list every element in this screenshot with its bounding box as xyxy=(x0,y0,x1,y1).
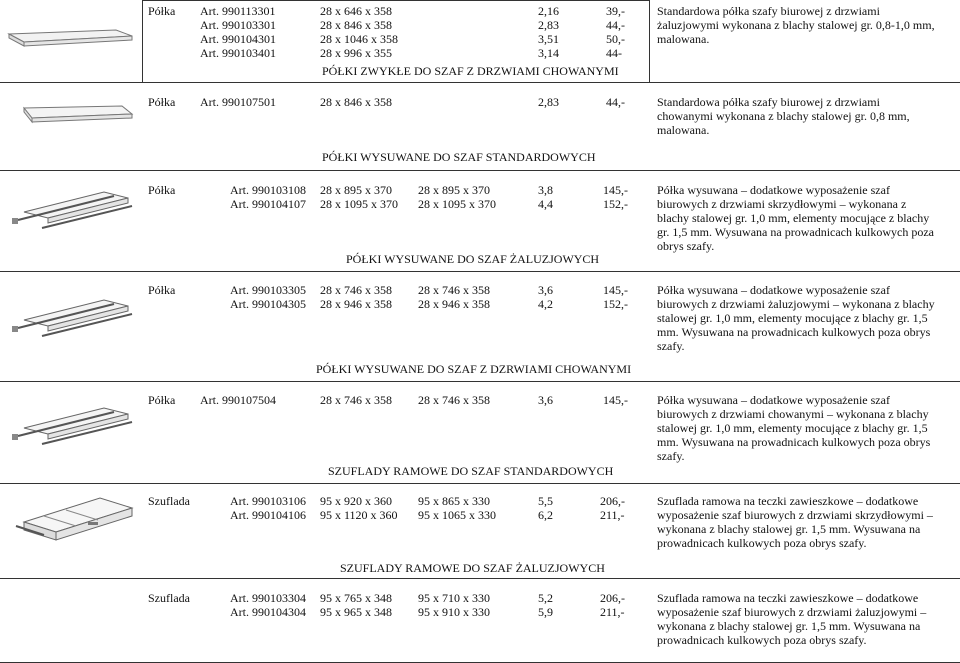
price-list xyxy=(600,494,625,522)
dimension: 28 x 846 x 358 xyxy=(320,95,392,109)
weight: 5,9 xyxy=(538,605,553,619)
dimension: 28 x 946 x 358 xyxy=(418,297,490,311)
art-number: Art. 990103305 xyxy=(230,283,306,297)
section-title: PÓŁKI WYSUWANE DO SZAF STANDARDOWYCH xyxy=(322,150,596,164)
art-list xyxy=(230,494,306,522)
dimension: 95 x 920 x 360 xyxy=(320,494,392,508)
art-number: Art. 990104305 xyxy=(230,297,306,311)
rule-top xyxy=(142,0,650,1)
art-number: Art. 990103108 xyxy=(230,183,306,197)
product-name: Szuflada xyxy=(148,591,190,605)
weight: 2,16 xyxy=(538,4,559,18)
price: 44,- xyxy=(606,95,625,109)
price: 50,- xyxy=(606,32,625,46)
section-title: SZUFLADY RAMOWE DO SZAF STANDARDOWYCH xyxy=(328,464,614,478)
art-list xyxy=(200,4,276,60)
dimension: 28 x 895 x 370 xyxy=(418,183,490,197)
dimension: 28 x 1095 x 370 xyxy=(320,197,398,211)
price: 152,- xyxy=(603,297,628,311)
dimension: 28 x 946 x 358 xyxy=(320,297,392,311)
weight: 4,4 xyxy=(538,197,553,211)
inner-dim-list xyxy=(418,591,490,619)
section-title: PÓŁKI WYSUWANE DO SZAF ŻALUZJOWYCH xyxy=(346,252,600,266)
art-number: Art. 990103304 xyxy=(230,591,306,605)
weight: 3,51 xyxy=(538,32,559,46)
art-list xyxy=(230,283,306,311)
weight: 5,2 xyxy=(538,591,553,605)
weight: 3,14 xyxy=(538,46,559,60)
drawer-image xyxy=(4,488,134,544)
dimension: 28 x 846 x 358 xyxy=(320,18,392,32)
dimension: 95 x 965 x 348 xyxy=(320,605,392,619)
weight: 4,2 xyxy=(538,297,553,311)
description: Standardowa półka szafy biurowej z drzwiami chowanymi wykonana z blachy stalowej gr. 0,8 mm, malowana. xyxy=(657,95,910,137)
weight-list xyxy=(538,494,553,522)
price: 206,- xyxy=(600,494,625,508)
dimension: 95 x 710 x 330 xyxy=(418,591,490,605)
weight: 5,5 xyxy=(538,494,553,508)
product-name: Półka xyxy=(148,393,176,407)
rule-5 xyxy=(0,483,960,484)
dimension: 28 x 746 x 358 xyxy=(320,283,392,297)
weight: 3,6 xyxy=(538,283,553,297)
price: 152,- xyxy=(603,197,628,211)
inner-dim-list xyxy=(418,494,496,522)
frame-left xyxy=(142,0,143,83)
price: 44- xyxy=(606,46,622,60)
price-list xyxy=(606,4,625,60)
art-number: Art. 990104106 xyxy=(230,508,306,522)
shelf-image xyxy=(4,102,134,142)
sliding-shelf-image xyxy=(4,402,134,452)
product-name: Szuflada xyxy=(148,494,190,508)
description: Półka wysuwana – dodatkowe wyposażenie szaf biurowych z drzwiami chowanymi – wykonana z blachy stalowej gr. 1,0 mm, elementy mocujące z blachy gr. 1,5 mm. Wysuwana na prowadnicach kulkowych poza obrys szafy. xyxy=(657,393,931,463)
dimension: 95 x 1120 x 360 xyxy=(320,508,398,522)
art-number: Art. 990104301 xyxy=(200,32,276,46)
dim-list xyxy=(320,183,398,211)
art-number: Art. 990107501 xyxy=(200,95,276,109)
dim-list xyxy=(320,4,398,60)
sliding-shelf-image xyxy=(4,186,134,236)
rule-2 xyxy=(0,170,960,171)
dimension: 28 x 646 x 358 xyxy=(320,4,392,18)
price: 145,- xyxy=(603,393,628,407)
product-name: Półka xyxy=(148,183,176,197)
price-list xyxy=(603,283,628,311)
weight: 2,83 xyxy=(538,18,559,32)
rule-3 xyxy=(0,271,960,272)
art-number: Art. 990103401 xyxy=(200,46,276,60)
art-number: Art. 990103106 xyxy=(230,494,306,508)
dimension: 28 x 1046 x 358 xyxy=(320,32,398,46)
dimension: 28 x 746 x 358 xyxy=(418,283,490,297)
description: Standardowa półka szafy biurowej z drzwiami żaluzjowymi wykonana z blachy stalowej gr. 0,8-1,0 mm, malowana. xyxy=(657,4,935,46)
dimension: 28 x 746 x 358 xyxy=(320,393,392,407)
rule-6 xyxy=(0,578,960,579)
section-title: SZUFLADY RAMOWE DO SZAF ŻALUZJOWYCH xyxy=(340,561,605,575)
rule-4 xyxy=(0,381,960,382)
description: Półka wysuwana – dodatkowe wyposażenie szaf biurowych z drzwiami skrzydłowymi – wykonana z blachy stalowej gr. 1,0 mm, elementy mocujące z blachy gr. 1,5 mm. Wysuwana na prowadnicach kulkowych poza obrys szafy. xyxy=(657,183,934,253)
frame-right xyxy=(649,0,650,83)
dim-list xyxy=(320,494,398,522)
inner-dim-list xyxy=(418,183,496,211)
art-list xyxy=(230,591,306,619)
weight: 3,6 xyxy=(538,393,553,407)
dimension: 28 x 895 x 370 xyxy=(320,183,392,197)
dimension: 95 x 1065 x 330 xyxy=(418,508,496,522)
price: 211,- xyxy=(600,605,625,619)
price: 44,- xyxy=(606,18,625,32)
weight: 2,83 xyxy=(538,95,559,109)
product-name: Półka xyxy=(148,4,176,18)
section-title: PÓŁKI WYSUWANE DO SZAF Z DZRWIAMI CHOWANYMI xyxy=(316,362,632,376)
weight-list xyxy=(538,183,553,211)
description: Szuflada ramowa na teczki zawieszkowe – dodatkowe wyposażenie szaf biurowych z drzwiami skrzydłowymi – wykonana z blachy stalowej gr. 1,5 mm. Wysuwana na prowadnicach kulkowych poza obrys szafy. xyxy=(657,494,933,550)
dimension: 95 x 765 x 348 xyxy=(320,591,392,605)
rule-1 xyxy=(0,82,960,83)
sliding-shelf-image xyxy=(4,294,134,344)
price-list xyxy=(600,591,625,619)
price: 145,- xyxy=(603,283,628,297)
dimension: 28 x 996 x 355 xyxy=(320,46,392,60)
price-list xyxy=(603,183,628,211)
art-number: Art. 990104304 xyxy=(230,605,306,619)
price: 211,- xyxy=(600,508,625,522)
weight: 3,8 xyxy=(538,183,553,197)
art-number: Art. 990113301 xyxy=(200,4,276,18)
section-title: PÓŁKI ZWYKŁE DO SZAF Z DRZWIAMI CHOWANYMI xyxy=(322,64,619,78)
price: 206,- xyxy=(600,591,625,605)
price: 145,- xyxy=(603,183,628,197)
product-name: Półka xyxy=(148,95,176,109)
weight-list xyxy=(538,283,553,311)
dimension: 95 x 865 x 330 xyxy=(418,494,490,508)
weight-list xyxy=(500,4,559,60)
dimension: 28 x 1095 x 370 xyxy=(418,197,496,211)
shelf-image xyxy=(4,22,134,62)
weight-list xyxy=(538,591,553,619)
weight: 6,2 xyxy=(538,508,553,522)
dimension: 28 x 746 x 358 xyxy=(418,393,490,407)
dimension: 95 x 910 x 330 xyxy=(418,605,490,619)
dim-list xyxy=(320,591,392,619)
inner-dim-list xyxy=(418,283,490,311)
art-list xyxy=(230,183,306,211)
art-number: Art. 990107504 xyxy=(200,393,276,407)
description: Półka wysuwana – dodatkowe wyposażenie szaf biurowych z drzwiami żaluzjowymi – wykonana z blachy stalowej gr. 1,0 mm, elementy mocujące z blachy gr. 1,5 mm. Wysuwana na prowadnicach kulkowych poza obrys szafy. xyxy=(657,283,935,353)
price: 39,- xyxy=(606,4,625,18)
dim-list xyxy=(320,283,392,311)
art-number: Art. 990104107 xyxy=(230,197,306,211)
product-name: Półka xyxy=(148,283,176,297)
art-number: Art. 990103301 xyxy=(200,18,276,32)
description: Szuflada ramowa na teczki zawieszkowe – dodatkowe wyposażenie szaf biurowych z drzwiami żaluzjowymi – wykonana z blachy stalowej gr. 1,5 mm. Wysuwana na prowadnicach kulkowych poza obrys szafy. xyxy=(657,591,927,647)
